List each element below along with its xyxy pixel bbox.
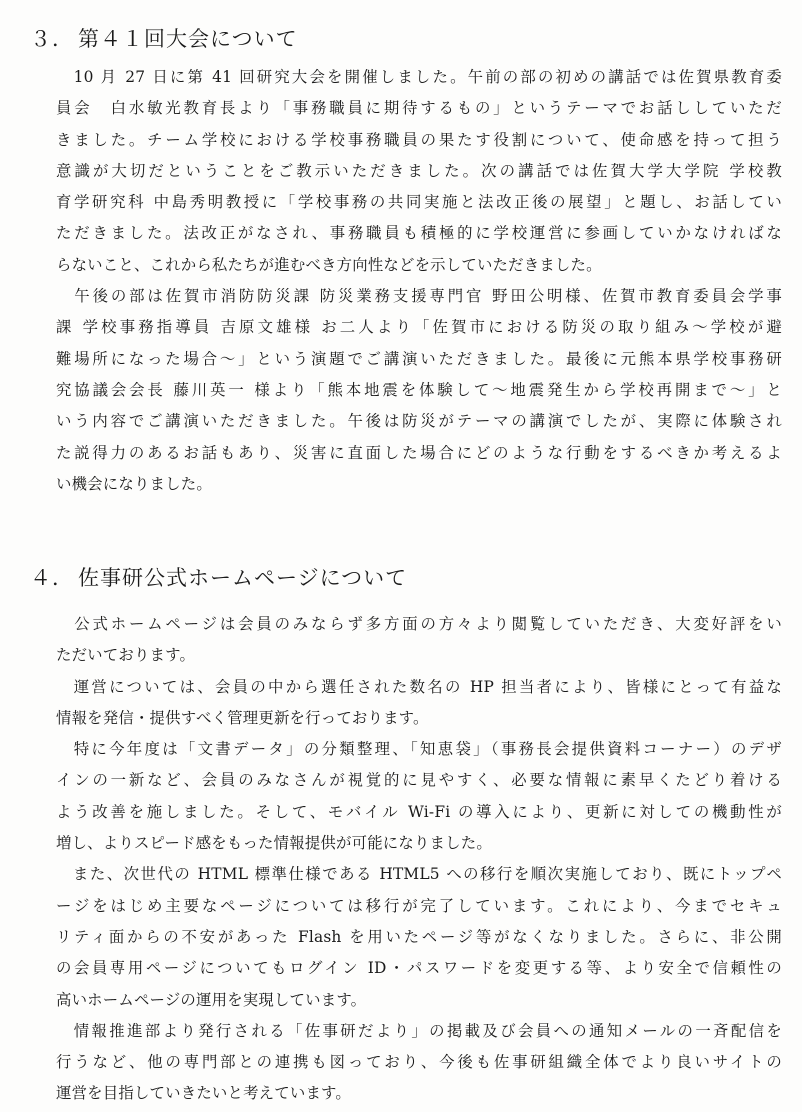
section-3-line: 10 月 27 日に第 41 回研究大会を開催しました。午前の部の初めの講話では佐賀県教育委 (56, 68, 782, 86)
section-4-line: ージをはじめ主要なページについては移行が完了しています。これにより、今までセキュ (56, 896, 782, 915)
section-4-line: 運営については、会員の中から選任された数名の HP 担当者により、皆様にとって有益な (56, 677, 782, 696)
section-3-title: 第４１回大会について (78, 27, 298, 51)
section-4-line: 増し、よりスピード感をもった情報提供が可能になりました。 (56, 834, 492, 853)
section-4-line: よう改善を施しました。そして、モバイル Wi-Fi の導入により、更新に対しての機動性が (56, 802, 782, 821)
section-3-line: い機会になりました。 (56, 474, 212, 493)
section-3-line: 意識が大切だということをご教示いただきました。次の講話では佐賀大学大学院 学校教 (56, 161, 782, 180)
section-3-line: た説得力のあるお話もあり、災害に直面した場合にどのような行動をするべきか考えるよ (56, 443, 782, 462)
section-3-line: ただきました。法改正がなされ、事務職員も積極的に学校運営に参画していかなければな (56, 224, 782, 243)
section-4-line: インの一新など、会員のみなさんが視覚的に見やすく、必要な情報に素早くたどり着ける (56, 771, 782, 790)
section-3-line: 育学研究科 中島秀明教授に「学校事務の共同実施と法改正後の展望」と題し、お話してい (56, 193, 782, 212)
section-4-number: ４． (30, 566, 74, 590)
section-4-line: 情報推進部より発行される「佐事研だより」の掲載及び会員への通知メールの一斉配信を (56, 1021, 782, 1040)
section-3-line: 課 学校事務指導員 吉原文雄様 お二人より「佐賀市における防災の取り組み～学校が避 (56, 318, 782, 337)
section-3-line: 究協議会会長 藤川英一 様より「熊本地震を体験して～地震発生から学校再開まで～」と (56, 380, 782, 399)
section-4-line: 行うなど、他の専門部との連携も図っており、今後も佐事研組織全体でより良いサイトの (56, 1053, 782, 1072)
section-4-line: 特に今年度は「文書データ」の分類整理、「知恵袋」（事務長会提供資料コーナー）のデザ (56, 740, 782, 759)
section-4-line: 公式ホームページは会員のみならず多方面の方々より閲覧していただき、大変好評をい (56, 615, 782, 633)
section-4-line: ただいております。 (56, 646, 196, 665)
section-3-body (56, 62, 782, 500)
section-3-line: きました。チーム学校における学校事務職員の果たす役割について、使命感を持って担う (56, 130, 782, 149)
section-4-line: の会員専用ページについてもログイン ID・パスワードを変更する等、より安全で信頼性の (56, 959, 782, 978)
section-3-heading (30, 23, 298, 53)
section-3-line: 難場所になった場合～」という演題でご講演いただきました。最後に元熊本県学校事務研 (56, 349, 782, 368)
section-3-number: ３． (30, 27, 74, 51)
section-3-line: 午後の部は佐賀市消防防災課 防災業務支援専門官 野田公明様、佐賀市教育委員会学事 (56, 287, 782, 306)
section-3-line: いう内容でご講演いただきました。午後は防災がテーマの講演でしたが、実際に体験され (56, 412, 782, 431)
section-3-line: らないこと、これから私たちが進むべき方向性などを示していただきました。 (56, 255, 602, 274)
section-4-heading (30, 562, 407, 592)
section-4-line: 高いホームページの運用を実現しています。 (56, 990, 367, 1009)
section-3-line: 員会 白水敏光教育長より「事務職員に期待するもの」というテーマでお話ししていただ (56, 99, 782, 118)
section-4-line: 運営を目指していきたいと考えています。 (56, 1084, 351, 1103)
section-4-line: 情報を発信・提供すべく管理更新を行っております。 (56, 708, 429, 727)
section-4-title: 佐事研公式ホームページについて (78, 566, 408, 590)
section-4-line: リティ面からの不安があった Flash を用いたページ等がなくなりました。さらに、非公開 (56, 927, 782, 946)
section-4-body (56, 609, 782, 1110)
section-4-line: また、次世代の HTML 標準仕様である HTML5 への移行を順次実施しており、既にトップペ (56, 865, 782, 884)
